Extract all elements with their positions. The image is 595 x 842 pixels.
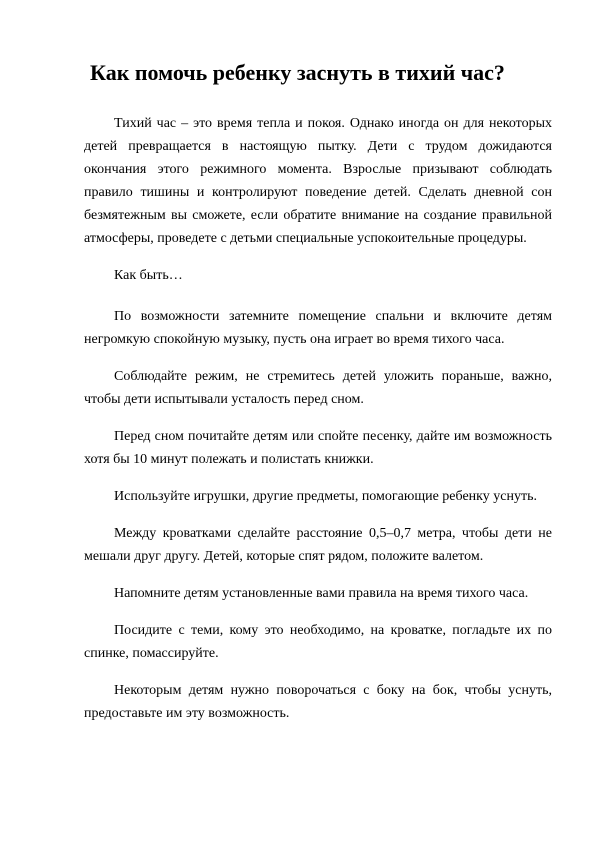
- tip-paragraph-darken-room: По возможности затемните помещение спальни и включите детям негромкую спокойную музыку, пусть она играет во время тихого часа.: [84, 309, 552, 347]
- intro-paragraph: Тихий час – это время тепла и покоя. Однако иногда он для некоторых детей превращается в настоящую пытку. Дети с трудом дожидаются окончания этого режимного момента. Взрослые призывают соблюдать правило тишины и контролируют поведение детей. Сделать дневной сон безмятежным вы сможете, если обратите внимание на создание правильной атмосферы, проведете с детьми специальные успокоительные процедуры.: [84, 116, 552, 246]
- tip-paragraph-rules: Напомните детям установленные вами правила на время тихого часа.: [114, 586, 529, 601]
- tip-paragraph-routine: Соблюдайте режим, не стремитесь детей уложить пораньше, важно, чтобы дети испытывали усталость перед сном.: [84, 369, 552, 407]
- section-lead-paragraph: Как быть…: [114, 268, 183, 283]
- document-body: [84, 112, 552, 739]
- tip-paragraph-bed-spacing: Между кроватками сделайте расстояние 0,5–0,7 метра, чтобы дети не мешали друг другу. Детей, которые спят рядом, положите валетом.: [84, 526, 552, 564]
- tip-paragraph-read-sing: Перед сном почитайте детям или спойте песенку, дайте им возможность хотя бы 10 минут полежать и полистать книжки.: [84, 429, 552, 467]
- tip-paragraph-sit-with-child: Посидите с теми, кому это необходимо, на кроватке, погладьте их по спинке, помассируйте.: [84, 623, 552, 661]
- tip-paragraph-toys: Используйте игрушки, другие предметы, помогающие ребенку уснуть.: [114, 489, 537, 504]
- document-title: Как помочь ребенку заснуть в тихий час?: [90, 60, 505, 85]
- tip-paragraph-toss-and-turn: Некоторым детям нужно поворочаться с боку на бок, чтобы уснуть, предоставьте им эту возможность.: [84, 683, 552, 721]
